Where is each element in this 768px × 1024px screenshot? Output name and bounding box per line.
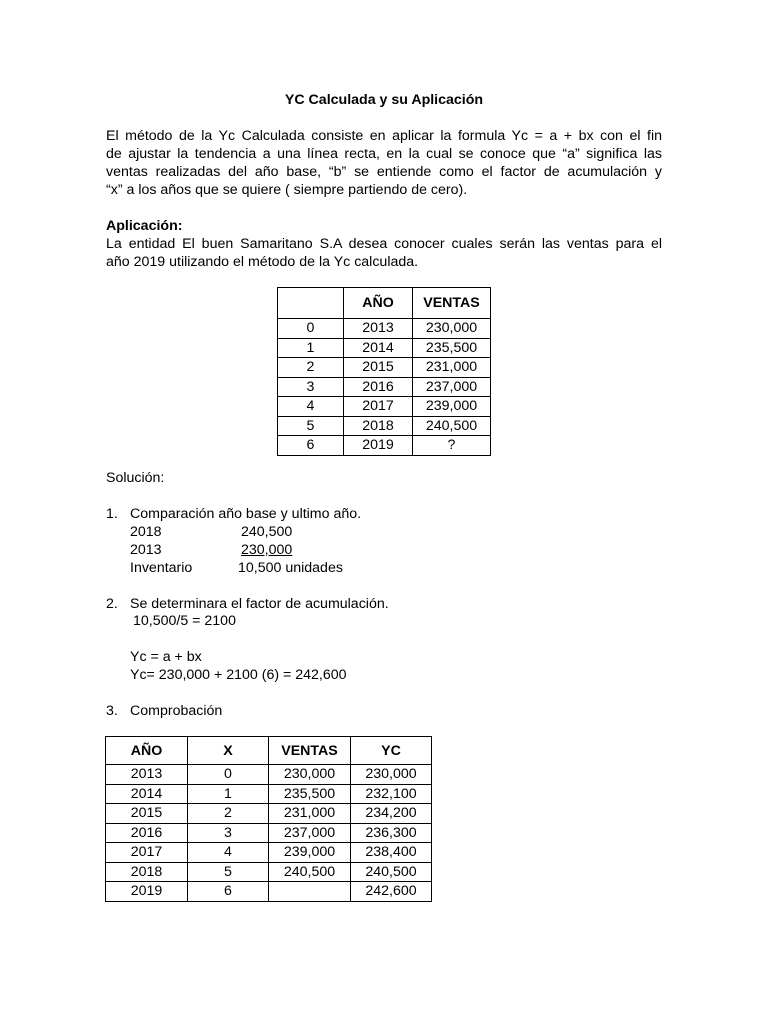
table-cell: 238,400 <box>351 843 432 863</box>
table-row <box>278 436 491 456</box>
table-header-row <box>278 288 491 319</box>
table-cell: 6 <box>188 882 269 902</box>
table-cell: 2017 <box>344 397 413 417</box>
step2-result: Yc= 230,000 + 2100 (6) = 242,600 <box>130 667 347 683</box>
step2-text: Se determinara el factor de acumulación. <box>130 596 389 612</box>
intro-line: El método de la Yc Calculada consiste en aplicar la formula Yc = a + bx con el fin <box>106 128 662 144</box>
table-cell: 2016 <box>344 377 413 397</box>
table-cell: 240,500 <box>413 416 491 436</box>
table-row <box>106 765 432 785</box>
table-row <box>278 397 491 417</box>
table-cell: 2016 <box>106 823 188 843</box>
table-cell: 2019 <box>344 436 413 456</box>
table-row <box>106 823 432 843</box>
step2-calc: 10,500/5 = 2100 <box>133 613 236 629</box>
comprobacion-table <box>105 736 432 902</box>
table-row <box>106 862 432 882</box>
step1-text: Comparación año base y ultimo año. <box>130 506 362 522</box>
table-cell: 239,000 <box>269 843 351 863</box>
table-cell: 237,000 <box>413 377 491 397</box>
table-cell: 235,500 <box>413 338 491 358</box>
solucion-heading: Solución: <box>106 470 165 486</box>
step1-label-2013: 2013 <box>130 542 162 558</box>
table-cell: 2018 <box>344 416 413 436</box>
step2-formula: Yc = a + bx <box>130 649 202 665</box>
table-cell: 230,000 <box>269 765 351 785</box>
step1-value-inventario: 10,500 unidades <box>238 560 343 576</box>
table-cell <box>269 882 351 902</box>
table-cell: 242,600 <box>351 882 432 902</box>
step3-number: 3. <box>106 703 118 719</box>
step1-value-2018: 240,500 <box>241 524 293 540</box>
table-cell: 237,000 <box>269 823 351 843</box>
table-cell: 5 <box>188 862 269 882</box>
step2-number: 2. <box>106 596 118 612</box>
table-cell: 231,000 <box>413 358 491 378</box>
table-row <box>278 319 491 339</box>
table-header-row <box>106 737 432 765</box>
table-cell: 2 <box>188 804 269 824</box>
document-title: YC Calculada y su Aplicación <box>284 92 484 108</box>
table-cell: 232,100 <box>351 784 432 804</box>
table-cell: 240,500 <box>269 862 351 882</box>
step1-number: 1. <box>106 506 118 522</box>
intro-line: “x” a los años que se quiere ( siempre partiendo de cero). <box>106 182 468 198</box>
table-cell: 2013 <box>106 765 188 785</box>
table-cell: 2014 <box>344 338 413 358</box>
table-row <box>278 377 491 397</box>
step1-value-2013: 230,000 <box>241 542 293 558</box>
step3-text: Comprobación <box>130 703 223 719</box>
table-cell: 2014 <box>106 784 188 804</box>
table-cell: 2019 <box>106 882 188 902</box>
header-cell <box>278 288 344 319</box>
header-cell: YC <box>351 737 432 765</box>
intro-paragraph <box>106 127 662 199</box>
aplicacion-section <box>106 217 662 271</box>
header-cell: VENTAS <box>413 288 491 319</box>
sales-table <box>277 287 491 456</box>
table-cell: 1 <box>278 338 344 358</box>
table-cell: 231,000 <box>269 804 351 824</box>
table-row <box>278 358 491 378</box>
table-cell: 4 <box>188 843 269 863</box>
table-cell: 239,000 <box>413 397 491 417</box>
table-cell: 230,000 <box>413 319 491 339</box>
table-row <box>106 843 432 863</box>
intro-line: ventas realizadas del año base, “b” se entiende como el factor de acumulación y <box>106 164 662 180</box>
header-cell: X <box>188 737 269 765</box>
table-cell: 4 <box>278 397 344 417</box>
step1-label-2018: 2018 <box>130 524 162 540</box>
table-row <box>106 784 432 804</box>
table-cell: 240,500 <box>351 862 432 882</box>
aplicacion-line: año 2019 utilizando el método de la Yc calculada. <box>106 254 419 270</box>
step1-label-inventario: Inventario <box>130 560 193 576</box>
table-cell: 0 <box>278 319 344 339</box>
table-cell: 2 <box>278 358 344 378</box>
table-row <box>278 416 491 436</box>
table-row <box>106 882 432 902</box>
table-row <box>106 804 432 824</box>
table-cell: 230,000 <box>351 765 432 785</box>
header-cell: AÑO <box>106 737 188 765</box>
table-row <box>278 338 491 358</box>
table-cell: 2015 <box>344 358 413 378</box>
table-cell: ? <box>413 436 491 456</box>
table-cell: 3 <box>188 823 269 843</box>
aplicacion-line: La entidad El buen Samaritano S.A desea conocer cuales serán las ventas para el <box>106 236 662 252</box>
aplicacion-heading: Aplicación: <box>106 218 183 234</box>
table-cell: 234,200 <box>351 804 432 824</box>
intro-line: de ajustar la tendencia a una línea recta, en la cual se conoce que “a” significa las <box>106 146 662 162</box>
table-cell: 0 <box>188 765 269 785</box>
table-cell: 1 <box>188 784 269 804</box>
table-cell: 6 <box>278 436 344 456</box>
table-cell: 235,500 <box>269 784 351 804</box>
header-cell: AÑO <box>344 288 413 319</box>
table-cell: 2018 <box>106 862 188 882</box>
table-cell: 2015 <box>106 804 188 824</box>
header-cell: VENTAS <box>269 737 351 765</box>
table-cell: 5 <box>278 416 344 436</box>
table-cell: 236,300 <box>351 823 432 843</box>
table-cell: 2013 <box>344 319 413 339</box>
table-cell: 3 <box>278 377 344 397</box>
table-cell: 2017 <box>106 843 188 863</box>
